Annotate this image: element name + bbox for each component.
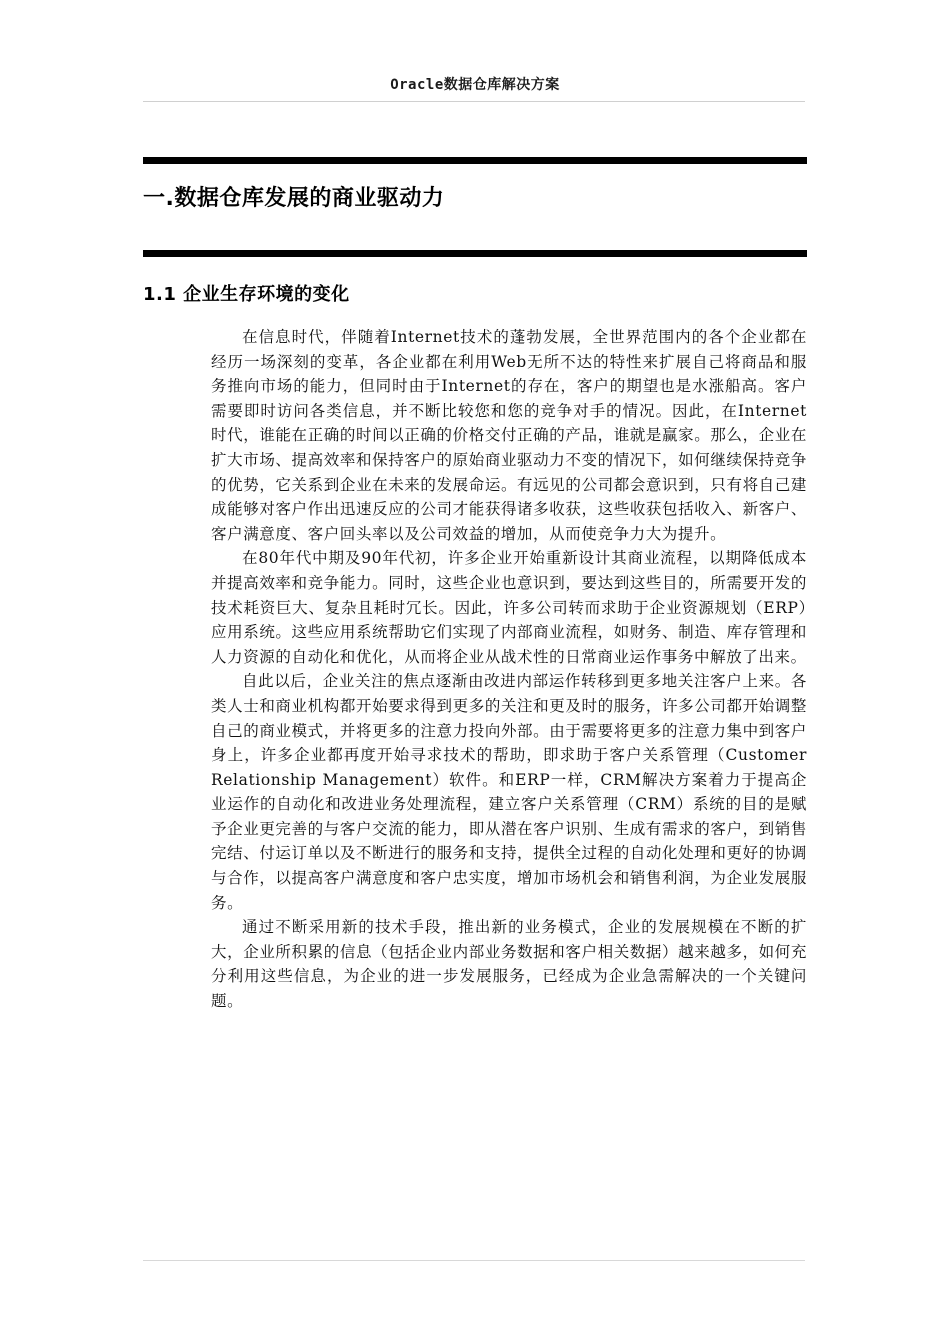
chapter-title: 一.数据仓库发展的商业驱动力 bbox=[143, 186, 445, 211]
paragraph-2: 在80年代中期及90年代初，许多企业开始重新设计其商业流程，以期降低成本并提高效率和竞争能力。同时，这些企业也意识到，要达到这些目的，所需要开发的技术耗资巨大、复杂且耗时冗长。因此，许多公司转而求助于企业资源规划（ERP）应用系统。这些应用系统帮助它们实现了内部商业流程，如财务、制造、库存管理和人力资源的自动化和优化，从而将企业从战术性的日常商业运作事务中解放了出来。 bbox=[211, 549, 807, 666]
chapter-bottom-rule bbox=[143, 250, 807, 257]
paragraph-1: 在信息时代，伴随着Internet技术的蓬勃发展，全世界范围内的各个企业都在经历一场深刻的变革，各企业都在利用Web无所不达的特性来扩展自己将商品和服务推向市场的能力，但同时由于Internet的存在，客户的期望也是水涨船高。客户需要即时访问各类信息，并不断比较您和您的竞争对手的情况。因此，在Internet时代，谁能在正确的时间以正确的价格交付正确的产品，谁就是赢家。那么，企业在扩大市场、提高效率和保持客户的原始商业驱动力不变的情况下，如何继续保持竞争的优势，它关系到企业在未来的发展命运。有远见的公司都会意识到，只有将自己建成能够对客户作出迅速反应的公司才能获得诸多收获，这些收获包括收入、新客户、客户满意度、客户回头率以及公司效益的增加，从而使竞争力大为提升。 bbox=[211, 328, 807, 543]
body-text bbox=[211, 325, 807, 1014]
chapter-top-rule bbox=[143, 157, 807, 164]
running-header-title: Oracle数据仓库解决方案 bbox=[390, 77, 560, 93]
header-divider bbox=[143, 101, 805, 102]
footer-divider bbox=[143, 1260, 805, 1261]
paragraph-4: 通过不断采用新的技术手段，推出新的业务模式，企业的发展规模在不断的扩大，企业所积累的信息（包括企业内部业务数据和客户相关数据）越来越多，如何充分利用这些信息，为企业的进一步发展服务，已经成为企业急需解决的一个关键问题。 bbox=[211, 918, 807, 1011]
paragraph-3: 自此以后，企业关注的焦点逐渐由改进内部运作转移到更多地关注客户上来。各类人士和商业机构都开始要求得到更多的关注和更及时的服务，许多公司都开始调整自己的商业模式，并将更多的注意力投向外部。由于需要将更多的注意力集中到客户身上，许多企业都再度开始寻求技术的帮助，即求助于客户关系管理（Customer Relationship Management）软件。和ERP一样，CRM解决方案着力于提高企业运作的自动化和改进业务处理流程，建立客户关系管理（CRM）系统的目的是赋予企业更完善的与客户交流的能力，即从潜在客户识别、生成有需求的客户，到销售完结、付运订单以及不断进行的服务和支持，提供全过程的自动化处理和更好的协调与合作，以提高客户满意度和客户忠实度，增加市场机会和销售利润，为企业发展服务。 bbox=[211, 672, 807, 912]
section-title: 1.1 企业生存环境的变化 bbox=[143, 284, 350, 305]
